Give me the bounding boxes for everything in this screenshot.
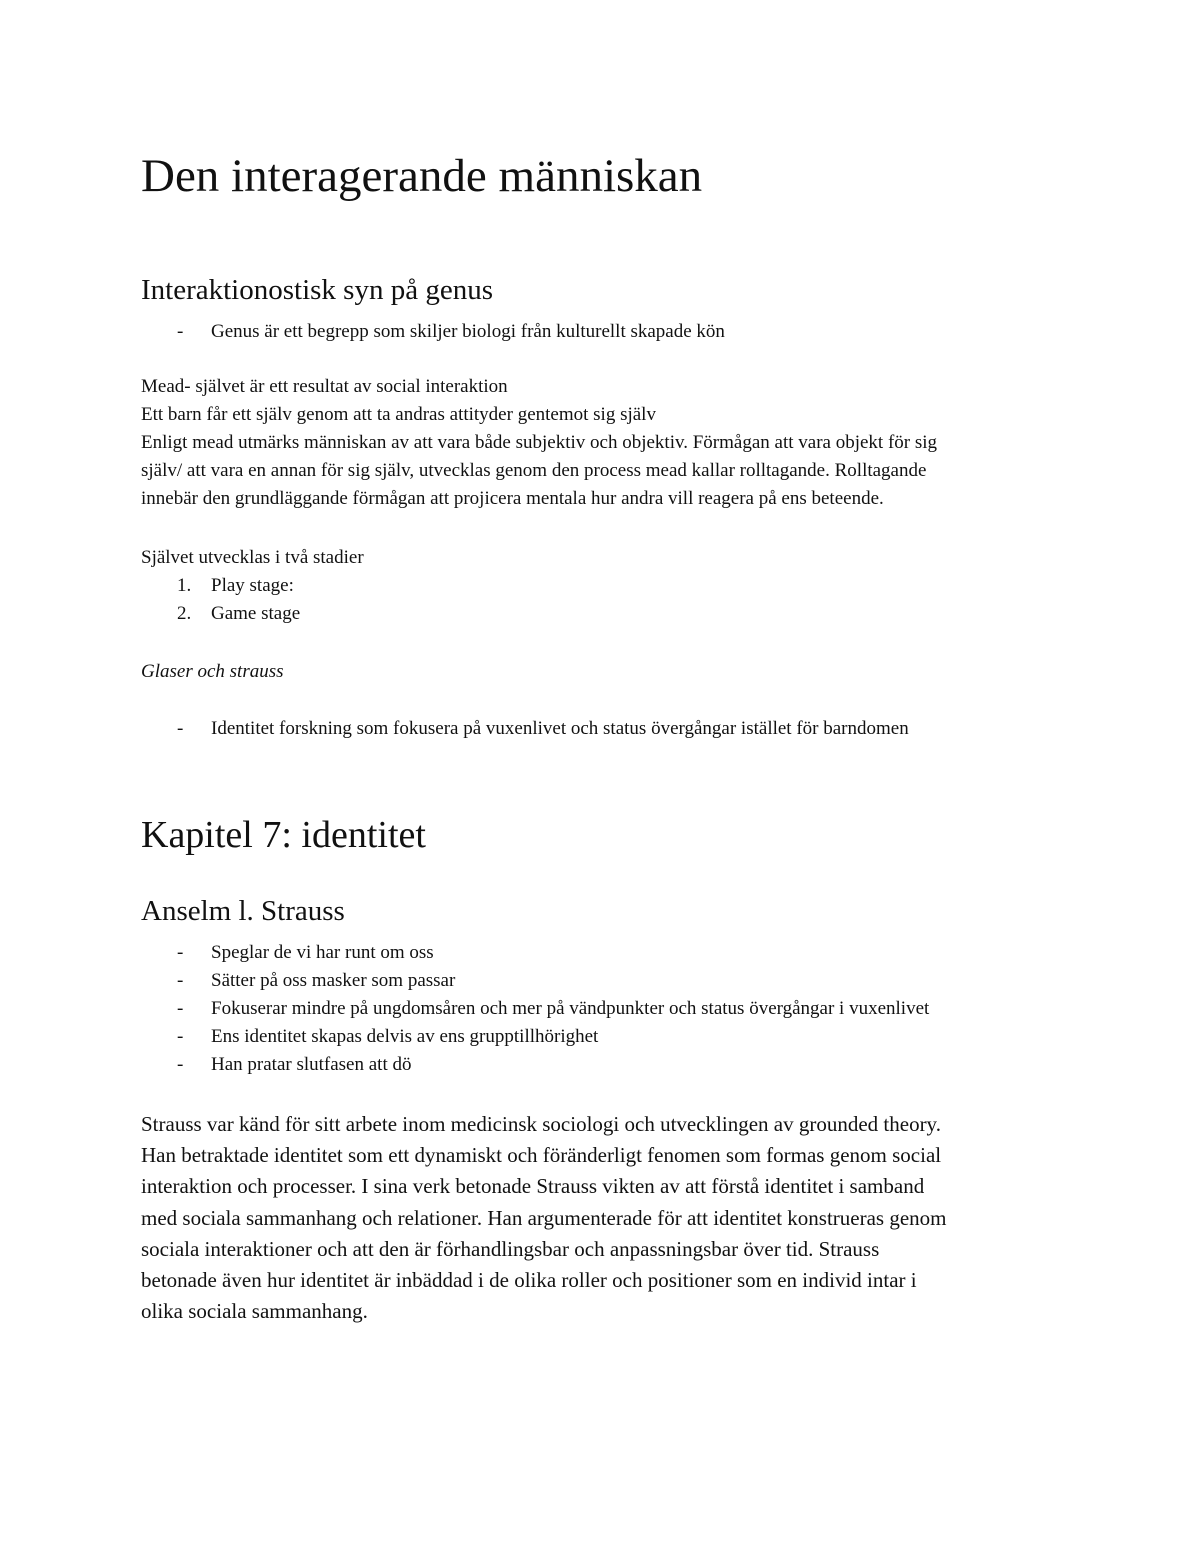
- paragraph-line: olika sociala sammanhang.: [141, 1299, 368, 1324]
- numbered-item-text: Play stage:: [211, 575, 294, 596]
- strauss-paragraph: [141, 1109, 1061, 1327]
- bullet-marker: -: [177, 1054, 184, 1075]
- paragraph-line: själv/ att vara en annan för sig själv, utvecklas genom den process mead kallar rolltagande. Rolltagande: [141, 460, 927, 481]
- paragraph-line: interaktion och processer. I sina verk betonade Strauss vikten av att förstå identitet i samband: [141, 1174, 925, 1199]
- item-number: 2.: [177, 603, 192, 624]
- paragraph-line: innebär den grundläggande förmågan att projicera mentala hur andra vill reagera på ens beteende.: [141, 488, 884, 509]
- mead-paragraph: [141, 373, 1061, 513]
- bullet-marker: -: [177, 718, 184, 739]
- chapter-title: Kapitel 7: identitet: [141, 814, 426, 856]
- list-item-text: Fokuserar mindre på ungdomsåren och mer på vändpunkter och status övergångar i vuxenlivet: [211, 998, 930, 1019]
- paragraph-line: med sociala sammanhang och relationer. Han argumenterade för att identitet konstrueras genom: [141, 1205, 947, 1230]
- bullet-marker: -: [177, 321, 184, 342]
- list-item-text: Identitet forskning som fokusera på vuxenlivet och status övergångar istället för barndomen: [211, 718, 909, 739]
- paragraph-line: Strauss var känd för sitt arbete inom medicinsk sociologi och utvecklingen av grounded theory.: [141, 1112, 941, 1136]
- paragraph-line: Ett barn får ett själv genom att ta andras attityder gentemot sig själv: [141, 404, 656, 425]
- paragraph-line: Enligt mead utmärks människan av att vara både subjektiv och objektiv. Förmågan att vara objekt för sig: [141, 432, 938, 453]
- paragraph-line: Mead- självet är ett resultat av social interaktion: [141, 376, 508, 397]
- list-item-text: Genus är ett begrepp som skiljer biologi från kulturellt skapade kön: [211, 321, 725, 342]
- glaser-heading: Glaser och strauss: [141, 661, 284, 682]
- item-number: 1.: [177, 575, 192, 596]
- stages-intro: Självet utvecklas i två stadier: [141, 547, 364, 568]
- bullet-marker: -: [177, 942, 184, 963]
- list-item-text: Ens identitet skapas delvis av ens grupptillhörighet: [211, 1026, 599, 1047]
- paragraph-line: Han betraktade identitet som ett dynamiskt och föränderligt fenomen som formas genom social: [141, 1143, 942, 1168]
- page-title: Den interagerande människan: [141, 150, 703, 202]
- numbered-item-text: Game stage: [211, 603, 301, 624]
- subheading-strauss: Anselm l. Strauss: [141, 895, 345, 927]
- bullet-marker: -: [177, 998, 184, 1019]
- bullet-marker: -: [177, 970, 184, 991]
- list-item-text: Sätter på oss masker som passar: [211, 970, 456, 991]
- list-item-text: Han pratar slutfasen att dö: [211, 1054, 412, 1075]
- bullet-marker: -: [177, 1026, 184, 1047]
- subheading-genus: Interaktionostisk syn på genus: [141, 274, 493, 306]
- paragraph-line: sociala interaktioner och att den är förhandlingsbar och anpassningsbar över tid. Strauss: [141, 1236, 880, 1261]
- paragraph-line: betonade även hur identitet är inbäddad i de olika roller och positioner som en individ intar i: [141, 1268, 917, 1293]
- list-item-text: Speglar de vi har runt om oss: [211, 942, 434, 963]
